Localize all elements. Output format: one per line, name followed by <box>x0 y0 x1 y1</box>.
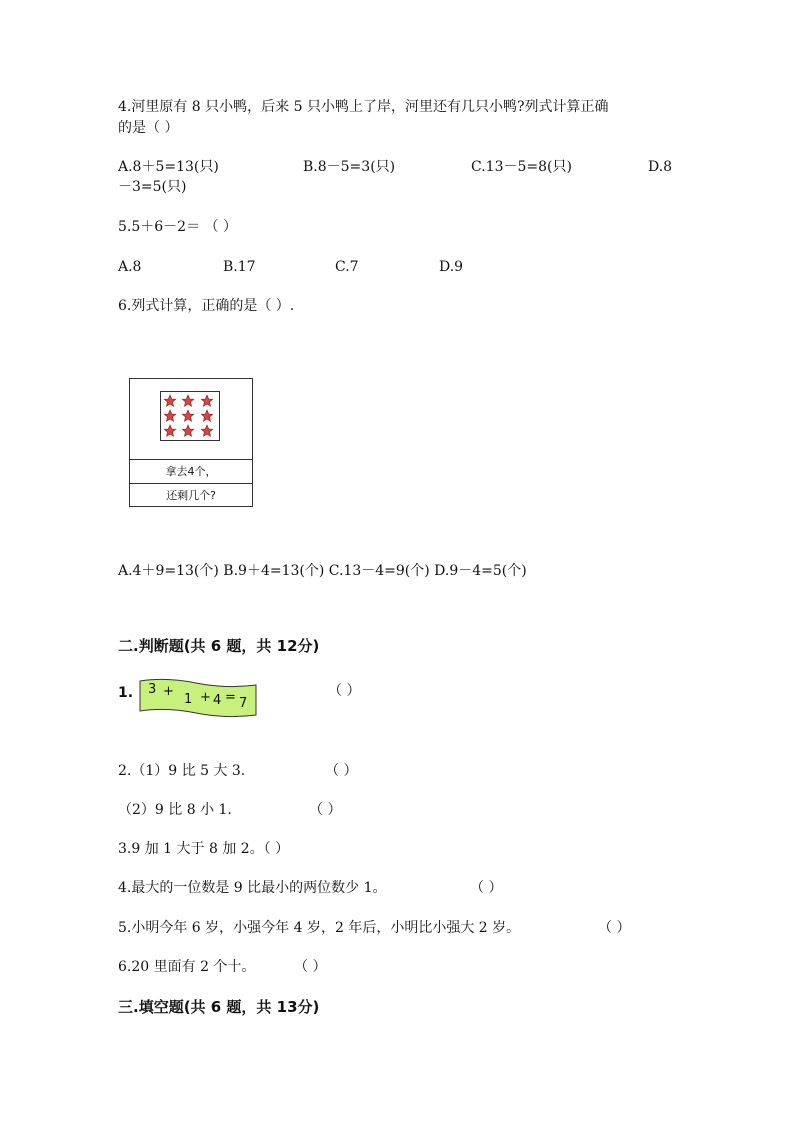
q4-option-b: B.8－5=3(只) <box>303 159 396 175</box>
s2-q3: 3.9 加 1 大于 8 加 2。（ ） <box>118 841 290 857</box>
banner-op-2: + <box>200 690 211 705</box>
q6-figure <box>129 378 253 507</box>
banner-result: 7 <box>239 696 248 711</box>
banner-term-1: 3 <box>148 682 157 697</box>
star-icon <box>182 410 193 421</box>
banner-term-3: 4 <box>213 693 222 708</box>
s2-q2a-paren: （ ） <box>325 763 358 779</box>
q6-stem: 6.列式计算，正确的是（ ）. <box>118 298 295 314</box>
q5-option-a: A.8 <box>118 259 142 275</box>
s2-q6: 6.20 里面有 2 个十。 <box>118 959 256 975</box>
star-icon <box>164 395 175 406</box>
q4-option-d: D.8 <box>648 159 673 175</box>
s2-q1-number: 1. <box>118 685 134 701</box>
star-icon <box>182 395 193 406</box>
banner-term-2: 1 <box>184 692 193 707</box>
star-icon <box>201 410 212 421</box>
s2-q2b: （2）9 比 8 小 1. <box>118 802 232 818</box>
s2-q5: 5.小明今年 6 岁，小强今年 4 岁，2 年后，小明比小强大 2 岁。 <box>118 920 521 936</box>
q4-stem-line2: 的是（ ） <box>118 120 179 136</box>
s2-q6-paren: （ ） <box>294 959 327 975</box>
s2-q4: 4.最大的一位数是 9 比最小的两位数少 1。 <box>118 880 387 896</box>
q5-option-d: D.9 <box>439 259 464 275</box>
star-grid <box>160 391 220 441</box>
q4-option-d-continued: －3=5(只) <box>118 179 187 195</box>
s2-q1-paren: （ ） <box>328 683 361 699</box>
stars-svg <box>161 392 219 440</box>
star-icon <box>201 425 212 436</box>
section3-title: 三.填空题(共 6 题，共 13分) <box>118 998 320 1016</box>
s2-q2b-paren: （ ） <box>309 802 342 818</box>
s2-q5-paren: （ ） <box>598 920 631 936</box>
banner-op-1: + <box>163 684 174 699</box>
section2-title: 二.判断题(共 6 题，共 12分) <box>118 637 320 655</box>
q4-stem-line1: 4.河里原有 8 只小鸭，后来 5 只小鸭上了岸，河里还有几只小鸭?列式计算正确 <box>118 99 609 115</box>
star-icon <box>182 425 193 436</box>
banner-eq: = <box>225 690 236 705</box>
q5-option-b: B.17 <box>223 259 256 275</box>
q6-options: A.4＋9=13(个) B.9＋4=13(个) C.13－4=9(个) D.9－4=5(个) <box>118 563 527 579</box>
s2-q4-paren: （ ） <box>470 880 503 896</box>
star-icon <box>164 425 175 436</box>
q5-stem: 5.5＋6－2＝ （ ） <box>118 219 237 235</box>
star-icon <box>164 410 175 421</box>
figure-row-take-away: 拿去4个， <box>130 459 252 484</box>
q4-option-c: C.13－5=8(只) <box>471 159 572 175</box>
q4-option-a: A.8＋5=13(只) <box>118 159 219 175</box>
q5-option-c: C.7 <box>335 259 359 275</box>
s2-q2a: 2.（1）9 比 5 大 3. <box>118 763 246 779</box>
figure-row-remaining: 还剩几个? <box>130 483 252 508</box>
equation-banner <box>136 677 260 719</box>
star-icon <box>201 395 212 406</box>
